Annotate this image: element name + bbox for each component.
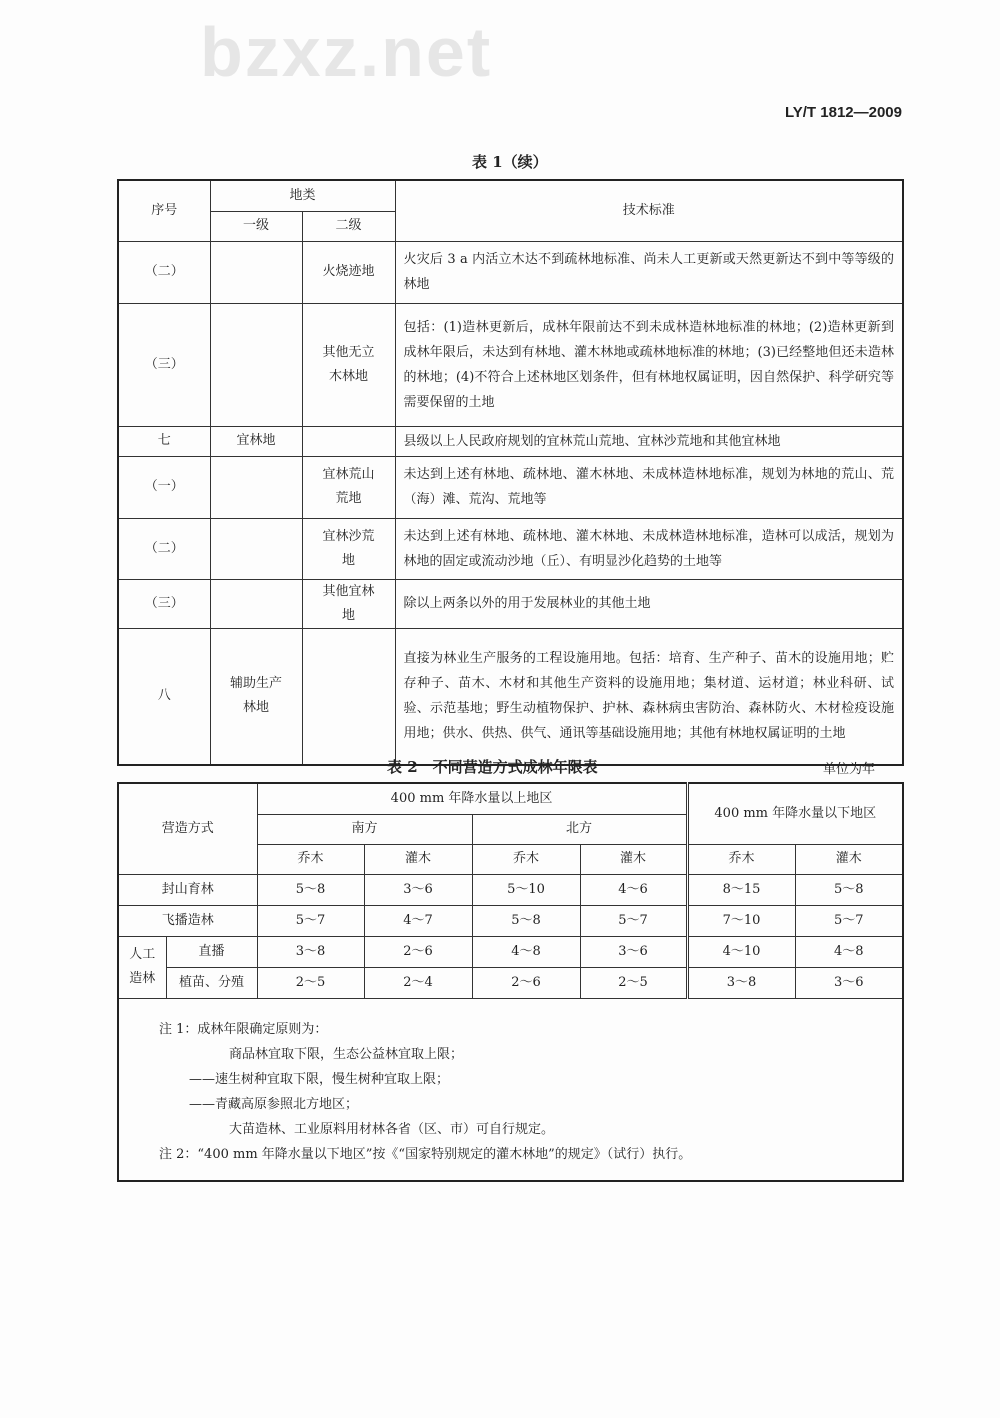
row-seq: （二） [118,518,210,579]
row-method: 封山育林 [118,874,257,905]
note-1-item: 商品林宜取下限，生态公益林宜取上限； [229,1046,464,1062]
header-tree: 乔木 [472,844,580,874]
table2-caption: 表 2 不同营造方式成林年限表 [387,758,598,776]
row-method: 飞播造林 [118,905,257,936]
row-value: 2～4 [364,967,472,998]
row-value: 5～8 [257,874,364,905]
table-row [118,579,903,628]
watermark: bzxz.net [200,13,493,91]
row-level2: 其他宜林地 [302,579,395,628]
table2-notes [118,998,903,1181]
row-level1 [210,579,302,628]
header-tree: 乔木 [687,844,795,874]
row-standard: 包括：(1)造林更新后，成林年限前达不到未成林造林地标准的林地；(2)造林更新到成林年限后，未达到有林地、灌木林地或疏林地标准的林地；(3)已经整地但还未造林的林地；(4)不符合上述林地区划条件，但有林地权属证明，因自然保护、科学研究等需要保留的土地 [395,303,903,426]
table-row [118,936,903,967]
row-value: 3～6 [795,967,903,998]
row-level2: 宜林荒山荒地 [302,456,395,518]
row-level1 [210,456,302,518]
note-1-item: ——速生树种宜取下限，慢生树种宜取上限； [189,1071,450,1087]
table-row [118,426,903,456]
table-row [118,967,903,998]
row-value: 5～10 [472,874,580,905]
table-row [118,628,903,765]
artificial-label: 人工造林 [118,936,166,998]
header-shrub: 灌木 [795,844,903,874]
row-method: 直播 [166,936,257,967]
row-level1: 宜林地 [210,426,302,456]
row-value: 5～8 [795,874,903,905]
row-value: 7～10 [687,905,795,936]
row-seq: 八 [118,628,210,765]
row-value: 3～8 [257,936,364,967]
header-shrub: 灌木 [580,844,687,874]
row-seq: 七 [118,426,210,456]
row-level1 [210,303,302,426]
header-south: 南方 [257,814,472,844]
header-shrub: 灌木 [364,844,472,874]
note-1-item: ——青藏高原参照北方地区； [189,1096,359,1112]
header-method: 营造方式 [118,783,257,874]
header-category: 地类 [210,180,395,211]
header-north: 北方 [472,814,687,844]
row-level2 [302,628,395,765]
row-value: 5～7 [257,905,364,936]
header-standard: 技术标准 [395,180,903,241]
row-value: 5～8 [472,905,580,936]
table1 [117,179,904,766]
row-value: 2～6 [472,967,580,998]
row-value: 3～6 [580,936,687,967]
note-1-item: 大苗造林、工业原料用材林各省（区、市）可自行规定。 [229,1121,555,1137]
row-value: 4～10 [687,936,795,967]
row-level2: 火烧迹地 [302,241,395,303]
header-level2: 二级 [302,211,395,241]
row-value: 3～8 [687,967,795,998]
table-row [118,303,903,426]
table2 [117,782,904,1182]
row-value: 4～8 [795,936,903,967]
row-standard: 未达到上述有林地、疏林地、灌木林地、未成林造林地标准，规划为林地的荒山、荒（海）滩、荒沟、荒地等 [395,456,903,518]
header-above: 400 mm 年降水量以上地区 [257,783,687,814]
table-row [118,518,903,579]
table-row [118,905,903,936]
row-value: 4～7 [364,905,472,936]
row-value: 2～5 [580,967,687,998]
row-standard: 未达到上述有林地、疏林地、灌木林地、未成林造林地标准，造林可以成活，规划为林地的固定或流动沙地（丘）、有明显沙化趋势的土地等 [395,518,903,579]
row-value: 4～8 [472,936,580,967]
row-value: 5～7 [795,905,903,936]
row-value: 2～5 [257,967,364,998]
header-tree: 乔木 [257,844,364,874]
note-1: 注 1：成林年限确定原则为： [159,1021,328,1037]
row-level1 [210,241,302,303]
table2-unit: 单位为年 [823,762,876,777]
row-standard: 县级以上人民政府规划的宜林荒山荒地、宜林沙荒地和其他宜林地 [395,426,903,456]
row-seq: （三） [118,579,210,628]
row-seq: （一） [118,456,210,518]
header-level1: 一级 [210,211,302,241]
row-level2: 其他无立木林地 [302,303,395,426]
row-level1 [210,518,302,579]
row-value: 8～15 [687,874,795,905]
row-standard: 除以上两条以外的用于发展林业的其他土地 [395,579,903,628]
table1-caption: 表 1（续） [472,153,548,171]
row-value: 3～6 [364,874,472,905]
row-standard: 火灾后 3 a 内活立木达不到疏林地标准、尚未人工更新或天然更新达不到中等等级的林地 [395,241,903,303]
standard-number: LY/T 1812—2009 [784,104,902,121]
row-level1: 辅助生产林地 [210,628,302,765]
row-level2: 宜林沙荒地 [302,518,395,579]
row-method: 植苗、分殖 [166,967,257,998]
row-value: 4～6 [580,874,687,905]
header-below: 400 mm 年降水量以下地区 [687,783,903,844]
table-row [118,241,903,303]
row-seq: （三） [118,303,210,426]
row-value: 5～7 [580,905,687,936]
table-row [118,874,903,905]
row-level2 [302,426,395,456]
row-seq: （二） [118,241,210,303]
header-seq: 序号 [118,180,210,241]
note-2: 注 2：“400 mm 年降水量以下地区”按《“国家特别规定的灌木林地”的规定》（试行）执行。 [159,1146,692,1162]
row-standard: 直接为林业生产服务的工程设施用地。包括：培育、生产种子、苗木的设施用地；贮存种子、苗木、木材和其他生产资料的设施用地；集材道、运材道；林业科研、试验、示范基地；野生动植物保护、护林、森林病虫害防治、森林防火、木材检疫设施用地；供水、供热、供气、通讯等基础设施用地；其他有林地权属证明的土地 [395,628,903,765]
row-value: 2～6 [364,936,472,967]
table-row [118,456,903,518]
